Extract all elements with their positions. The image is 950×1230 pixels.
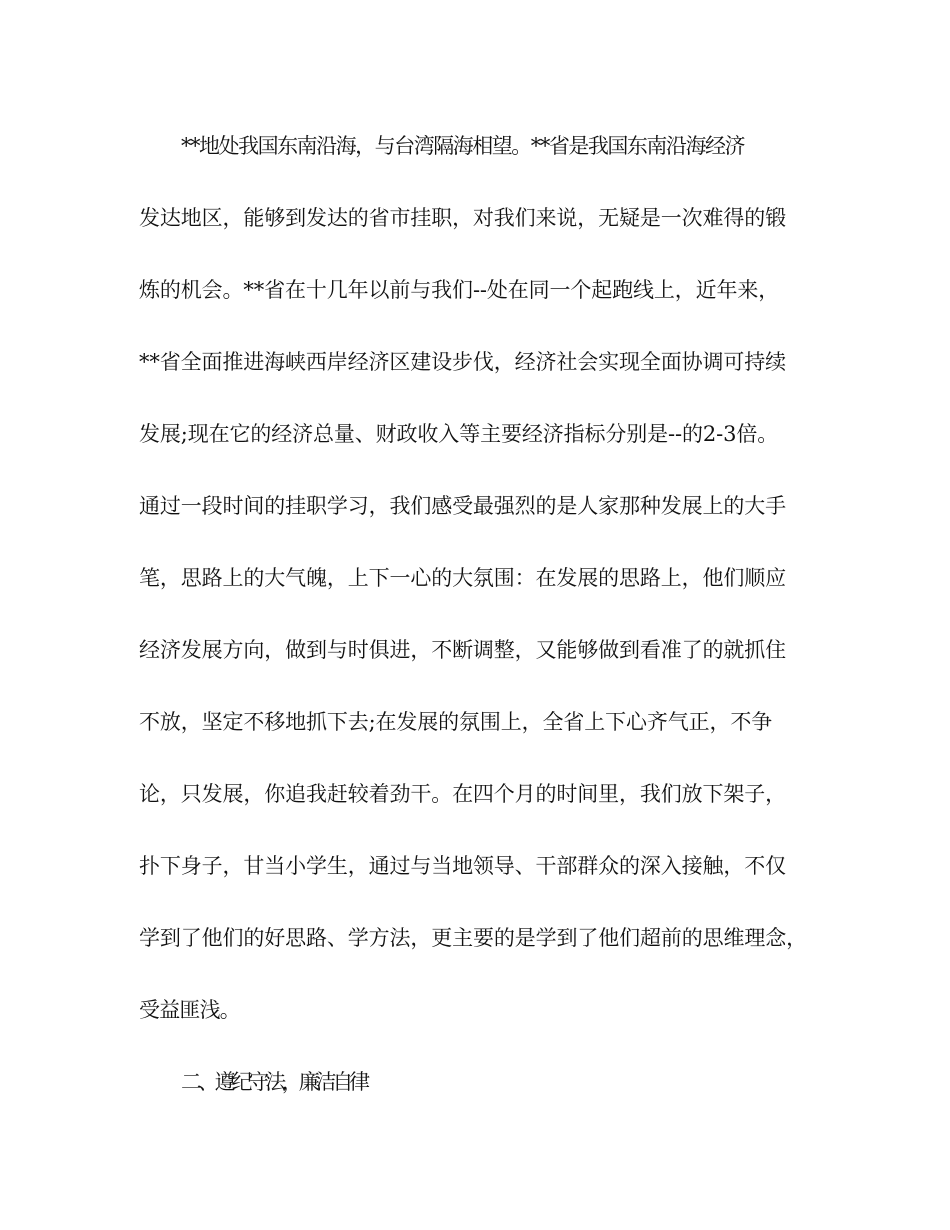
paragraph-line: 笔，思路上的大气魄，上下一心的大氛围：在发展的思路上，他们顺应	[139, 566, 786, 590]
paragraph-line: 发展;现在它的经济总量、财政收入等主要经济指标分别是--的2-3倍。	[139, 422, 779, 446]
paragraph-line: 扑下身子，甘当小学生，通过与当地领导、干部群众的深入接触，不仅	[139, 854, 786, 878]
paragraph-line: 不放，坚定不移地抓下去;在发展的氛围上，全省上下心齐气正，不争	[139, 710, 773, 734]
section-heading: 二、遵纪守法，廉洁自律	[181, 1070, 366, 1094]
paragraph-line: 炼的机会。**省在十几年以前与我们--处在同一个起跑线上，近年来，	[139, 278, 780, 302]
paragraph-line: 发达地区，能够到发达的省市挂职，对我们来说，无疑是一次难得的锻	[139, 206, 786, 230]
paragraph-line: **省全面推进海峡西岸经济区建设步伐，经济社会实现全面协调可持续	[139, 350, 786, 374]
paragraph-line: 受益匪浅。	[139, 998, 240, 1022]
paragraph-line: 学到了他们的好思路、学方法，更主要的是学到了他们超前的思维理念，	[139, 926, 807, 950]
paragraph-line: 论，只发展，你追我赶较着劲干。在四个月的时间里，我们放下架子，	[139, 782, 786, 806]
paragraph-line: 经济发展方向，做到与时俱进，不断调整，又能够做到看准了的就抓住	[139, 638, 786, 662]
paragraph-line: 通过一段时间的挂职学习，我们感受最强烈的是人家那种发展上的大手	[139, 494, 786, 518]
paragraph-line: **地处我国东南沿海，与台湾隔海相望。**省是我国东南沿海经济	[181, 134, 744, 158]
